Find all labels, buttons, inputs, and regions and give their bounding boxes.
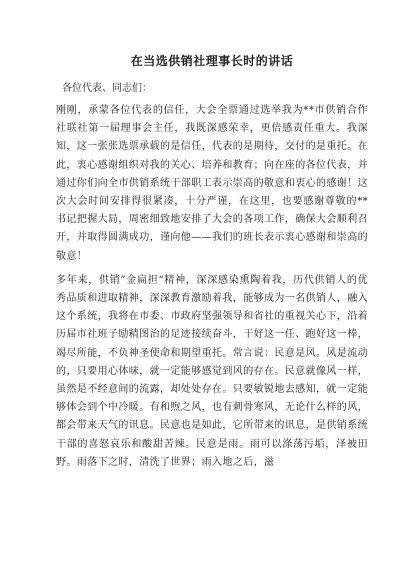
paragraph-2: 多年来，供销”金扁担“精神，深深感染熏陶着我，历代供销人的优秀品质和进取精神，深深教育激励着我，能够成为一名供销人，融入这个系统，我将在市委、市政府坚强领导和省社的重视关心下，沿着历届市社班子励精图治的足迹接续奋斗，干好这一任、跑好这一棒，竭尽所能，不负神圣使命和期望重托。常言说：民意是风。风是流动的，只要用心体味，就一定能够感觉到风的存在。民意就像风一样，虽然是不经意间的流露，却处处存在。只要敏锐地去感知，就一定能够体会到个中冷暖。有和煦之风，也有刺骨寒风，无论什么样的风，都会带来天气的讯息。民意也是如此，它所带来的讯息，是供销系统干部的喜怒哀乐和酸甜苦辣。民意是雨。雨可以涤荡污垢，泽被田野。雨落下之时，清洗了世界；雨入地之后，滋 <box>56 274 368 468</box>
paragraph-1: 刚刚，承蒙各位代表的信任，大会全票通过选举我为**市供销合作社联社第一届理事会主任，我既深感荣幸，更倍感责任重大。我深知，这一张张选票承载的是信任，代表的是期待，交付的是重托。在此，衷心感谢组织对我的关心、培养和教育；向在座的各位代表，并通过你们向全市供销系统干部职工表示崇高的敬意和衷心的感谢！这次大会时间安排得很紧凑，十分严谨，在这里，也要感谢尊敬的**书记把握大局，周密细致地安排了大会的各项工作，确保大会顺利召开，并取得圆满成功，谨向他——我们的班长表示衷心感谢和崇高的敬意！ <box>56 105 368 262</box>
document-title: 在当选供销社理事长时的讲话 <box>130 54 294 68</box>
salutation: 各位代表、同志们： <box>62 83 152 94</box>
